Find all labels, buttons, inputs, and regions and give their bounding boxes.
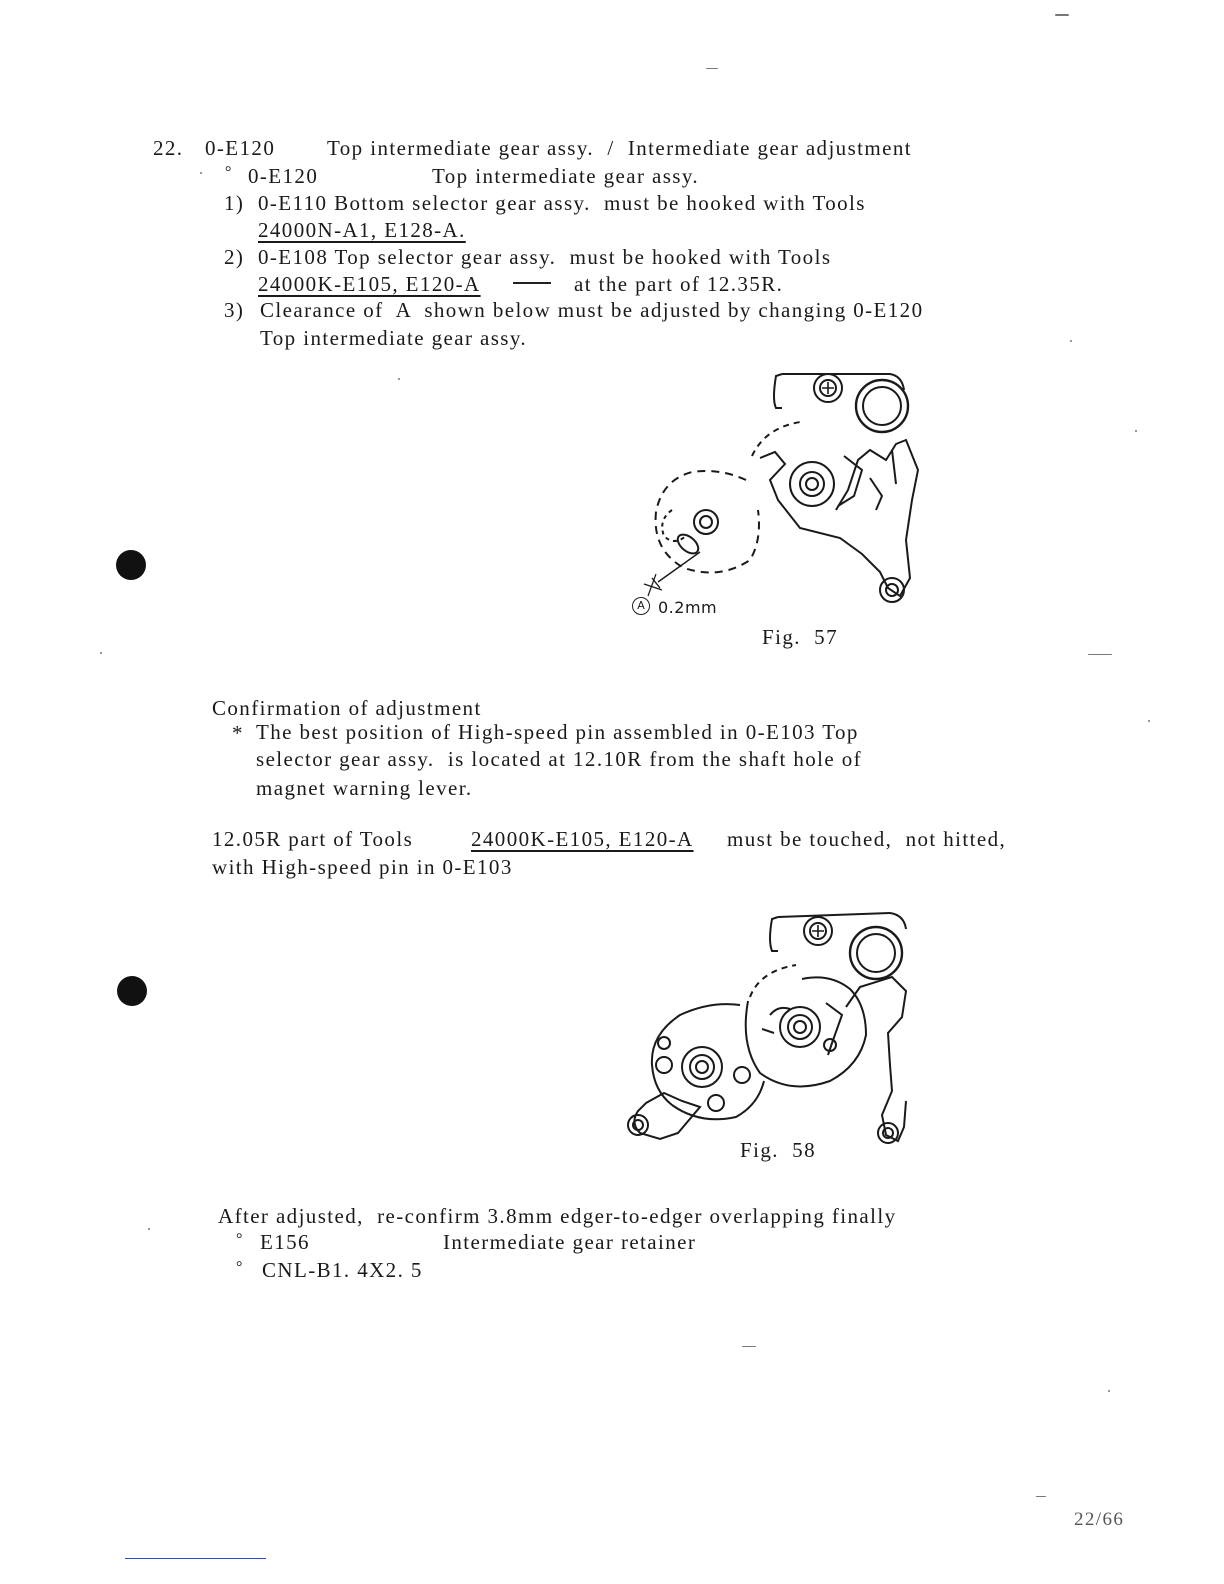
step-2-dash (513, 282, 551, 284)
confirmation-line-3: magnet warning lever. (256, 776, 473, 800)
punch-hole-top (116, 550, 146, 580)
figure-57-caption: Fig. 57 (762, 625, 838, 649)
callout-value: 0.2mm (658, 598, 718, 617)
section-heading: Top intermediate gear assy. / Intermediate gear adjustment (327, 136, 912, 160)
step-2-tail: at the part of 12.35R. (574, 272, 784, 296)
step-1-tools: 24000N-A1, E128-A. (258, 218, 466, 242)
figure-58-drawing (620, 905, 920, 1150)
sub-item-code: 0-E120 (248, 164, 319, 188)
step-2-num: 2) (224, 245, 245, 269)
part-1-bullet: ° (236, 1231, 244, 1248)
tools-note-prefix: 12.05R part of Tools (212, 827, 414, 851)
confirmation-line-2: selector gear assy. is located at 12.10R from the shaft hole of (256, 747, 863, 771)
step-3-cont: Top intermediate gear assy. (260, 326, 528, 350)
scan-speck (148, 1228, 150, 1230)
step-1-num: 1) (224, 191, 245, 215)
section-code: 0-E120 (205, 136, 276, 160)
sub-item-name: Top intermediate gear assy. (432, 164, 700, 188)
step-3-num: 3) (224, 298, 245, 322)
scan-speck (1070, 340, 1072, 342)
scan-speck (1148, 720, 1150, 722)
scan-speck (742, 1346, 756, 1347)
part-2-bullet: ° (236, 1259, 244, 1276)
scan-speck (1135, 430, 1137, 432)
step-1-text: 0-E110 Bottom selector gear assy. must be hooked with Tools (258, 191, 866, 215)
punch-hole-bottom (117, 976, 147, 1006)
step-3-text: Clearance of A shown below must be adjusted by changing 0-E120 (260, 298, 924, 322)
section-number: 22. (153, 136, 184, 160)
tools-note-suffix: must be touched, not hitted, (727, 827, 1007, 851)
tools-note-tool: 24000K-E105, E120-A (471, 827, 694, 851)
scan-edge-line (125, 1558, 266, 1559)
confirmation-heading: Confirmation of adjustment (212, 696, 482, 720)
confirmation-line-1: The best position of High-speed pin assembled in 0-E103 Top (256, 720, 859, 744)
scan-speck (1036, 1496, 1046, 1497)
step-2-text: 0-E108 Top selector gear assy. must be hooked with Tools (258, 245, 832, 269)
confirmation-mark: * (232, 721, 244, 745)
tools-note-line-2: with High-speed pin in 0-E103 (212, 855, 513, 879)
scan-speck (200, 172, 202, 174)
scan-speck (706, 68, 718, 69)
scan-speck (100, 652, 102, 654)
scan-speck (398, 378, 400, 380)
part-2-code: CNL-B1. 4X2. 5 (262, 1258, 423, 1282)
figure-57-drawing (600, 360, 930, 620)
scan-speck (1088, 654, 1112, 655)
callout-a-letter: A (637, 599, 645, 612)
step-2-tools: 24000K-E105, E120-A (258, 272, 481, 296)
sub-item-bullet: ° (225, 164, 233, 181)
callout-a-icon (632, 597, 650, 615)
figure-58-caption: Fig. 58 (740, 1138, 816, 1162)
scan-speck (1055, 14, 1069, 16)
scan-speck (1108, 1390, 1110, 1392)
page-number: 22/66 (1074, 1509, 1125, 1530)
part-1-name: Intermediate gear retainer (443, 1230, 697, 1254)
after-text: After adjusted, re-confirm 3.8mm edger-to-edger overlapping finally (218, 1204, 897, 1228)
part-1-code: E156 (260, 1230, 310, 1254)
